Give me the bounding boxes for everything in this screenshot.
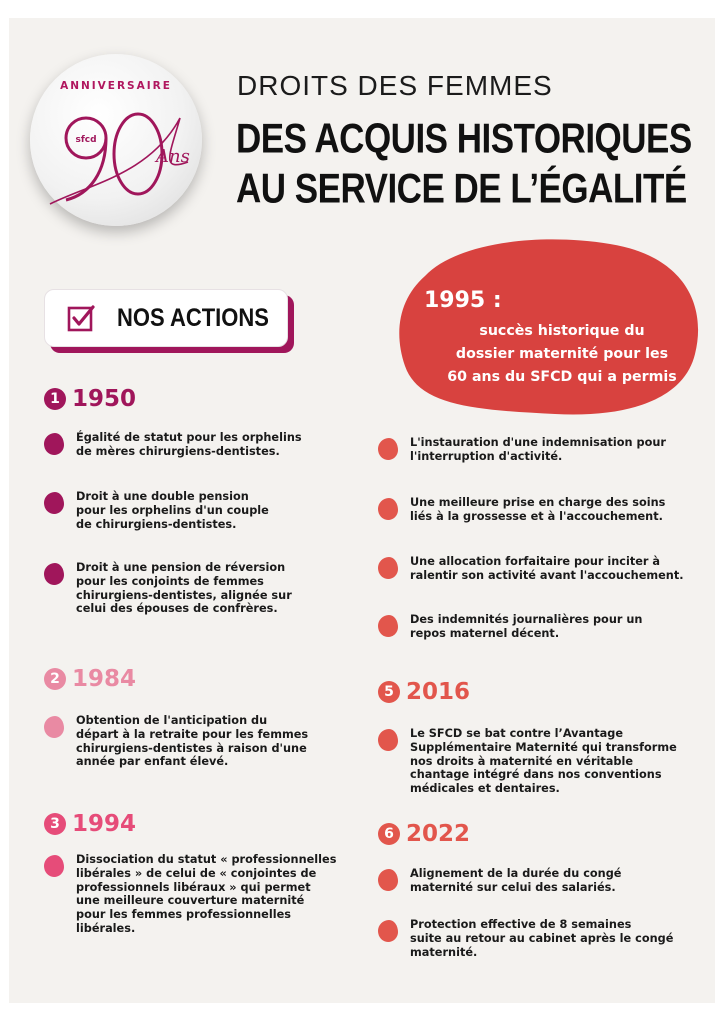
- item-text: Une meilleure prise en charge des soins liés à la grossesse et à l'accouchement.: [410, 496, 666, 523]
- item-text: Obtention de l'anticipation du départ à la retraite pour les femmes chirurgiens-dentistes à raison d'une année par enfant élevé.: [76, 714, 309, 769]
- header-subtitle: DROITS DES FEMMES: [237, 70, 553, 101]
- step-number-badge: 2: [44, 668, 66, 690]
- year-label: 2022: [406, 821, 471, 847]
- item-text: Des indemnités journalières pour un repos maternel décent.: [410, 613, 643, 640]
- item-text: Égalité de statut pour les orphelins de mères chirurgiens-dentistes.: [76, 431, 302, 458]
- year-1950: [44, 386, 136, 412]
- bullet-dot: [378, 498, 398, 520]
- bullet-dot: [44, 492, 64, 514]
- highlight-year: 1995 :: [424, 288, 502, 313]
- highlight-text: succès historique du dossier maternité pour les 60 ans du SFCD qui a permis: [447, 323, 677, 385]
- bullet-dot: [44, 433, 64, 455]
- header-title-line1: DES ACQUIS HISTORIQUES: [236, 116, 692, 163]
- bullet-dot: [44, 716, 64, 738]
- item-text: Une allocation forfaitaire pour inciter à ralentir son activité avant l'accouchement.: [410, 555, 684, 582]
- step-number-badge: 6: [378, 823, 400, 845]
- list-item: [378, 436, 666, 464]
- list-item: [378, 496, 665, 524]
- year-label: 2016: [406, 679, 471, 705]
- badge-top-text: ANNIVERSAIRE: [60, 80, 172, 92]
- item-text: Droit à une double pension pour les orphelins d'un couple de chirurgiens-dentistes.: [76, 490, 269, 531]
- year-label: 1950: [72, 386, 137, 412]
- bullet-dot: [44, 563, 64, 585]
- year-label: 1994: [72, 811, 137, 837]
- bullet-dot: [378, 729, 398, 751]
- bullet-dot: [378, 557, 398, 579]
- list-item: [44, 714, 308, 769]
- year-1994: [44, 811, 136, 837]
- list-item: [378, 613, 642, 641]
- year-label: 1984: [72, 666, 137, 692]
- item-text: Le SFCD se bat contre l’Avantage Supplémentaire Maternité qui transforme nos droits à maternité en véritable chantage intégré dans nos conventions médicales et dentaires.: [410, 727, 677, 796]
- bullet-dot: [378, 920, 398, 942]
- step-number-badge: 1: [44, 388, 66, 410]
- list-item: [378, 727, 677, 796]
- badge-brand: sfcd: [75, 135, 97, 145]
- list-item: [378, 918, 673, 959]
- item-text: Alignement de la durée du congé maternité sur celui des salariés.: [410, 867, 622, 894]
- step-number-badge: 5: [378, 681, 400, 703]
- bullet-dot: [44, 855, 64, 877]
- bullet-dot: [378, 615, 398, 637]
- checkbox-icon: [67, 304, 95, 332]
- badge-90-logo: [30, 54, 202, 226]
- item-text: L'instauration d'une indemnisation pour l'interruption d'activité.: [410, 436, 666, 463]
- nos-actions-label: NOS ACTIONS: [117, 303, 269, 332]
- list-item: [44, 490, 269, 531]
- list-item: [378, 555, 684, 583]
- bullet-dot: [378, 438, 398, 460]
- item-text: Protection effective de 8 semaines suite au retour au cabinet après le congé maternité.: [410, 918, 674, 959]
- list-item: [378, 867, 621, 895]
- step-number-badge: 3: [44, 813, 66, 835]
- year-1984: [44, 666, 136, 692]
- bullet-dot: [378, 869, 398, 891]
- header-title-line2: AU SERVICE DE L’ÉGALITÉ: [236, 166, 687, 213]
- item-text: Dissociation du statut « professionnelles libérales » de celui de « conjointes de professionnels libéraux » qui permet une meilleure couverture maternité pour les femmes professionnelles libérales.: [76, 853, 337, 935]
- nos-actions-box: [44, 289, 288, 347]
- year-2016: [378, 679, 470, 705]
- year-2022: [378, 821, 470, 847]
- list-item: [44, 431, 302, 459]
- list-item: [44, 853, 336, 936]
- anniversary-badge: [30, 54, 202, 226]
- list-item: [44, 561, 292, 616]
- badge-script: Ans: [156, 146, 190, 167]
- item-text: Droit à une pension de réversion pour les conjoints de femmes chirurgiens-dentistes, alignée sur celui des épouses de confrères.: [76, 561, 292, 616]
